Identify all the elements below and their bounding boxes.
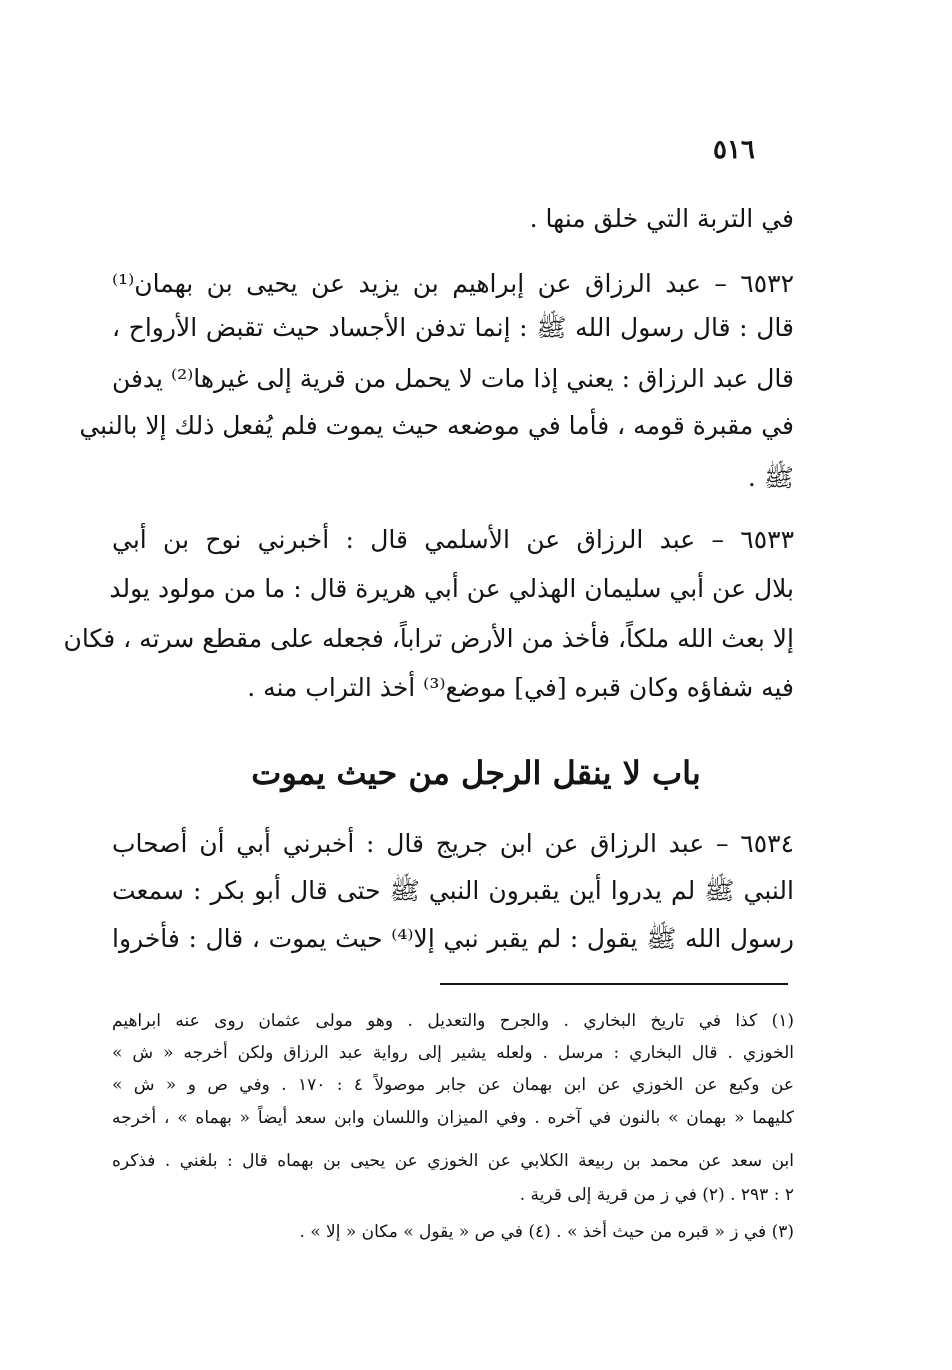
body-line: في التربة التي خلق منها . [529,204,794,233]
body-line: ٦٥٣٤ – عبد الرزاق عن ابن جريج قال : أخبرني أبي أن أصحاب [112,829,794,858]
body-line: رسول الله ﷺ يقول : لم يقبر نبي إلا⁽⁴⁾ حيث يموت ، قال : فأخروا [112,924,794,953]
body-line: ﷺ . [747,463,794,492]
footnote-line: ابن سعد عن محمد بن ربيعة الكلابي عن الخوزي عن يحيى بن بهماه قال : بلغني . فذكره [112,1151,794,1171]
body-line: قال عبد الرزاق : يعني إذا مات لا يحمل من قرية إلى غيرها⁽²⁾ يدفن [111,364,794,393]
body-line: إلا بعث الله ملكاً، فأخذ من الأرض تراباً، فجعله على مقطع سرته ، فكان [63,624,794,653]
body-line: ٦٥٣٢ – عبد الرزاق عن إبراهيم بن يزيد عن يحيى بن بهمان⁽¹⁾ [112,269,794,298]
body-line: فيه شفاؤه وكان قبره [في] موضع⁽³⁾ أخذ التراب منه . [247,673,794,702]
body-line: النبي ﷺ لم يدروا أين يقبرون النبي ﷺ حتى قال أبو بكر : سمعت [112,876,794,905]
footnote-line: عن وكيع عن الخوزي عن ابن بهمان عن جابر موصولاً ٤ : ١٧٠ . وفي ص و « ش » [112,1075,794,1095]
body-line: بلال عن أبي سليمان الهذلي عن أبي هريرة قال : ما من مولود يولد [109,574,794,603]
body-line: في مقبرة قومه ، فأما في موضعه حيث يموت فلم يُفعل ذلك إلا بالنبي [79,411,794,440]
footnote-divider [440,983,788,985]
footnote-line: كليهما « بهمان » بالنون في آخره . وفي الميزان واللسان وابن سعد أيضاً « بهماه » ، أخرجه [112,1108,794,1128]
footnote-line: (١) كذا في تاريخ البخاري . والجرح والتعديل . وهو مولى عثمان روى عنه ابراهيم [112,1011,794,1031]
chapter-heading: باب لا ينقل الرجل من حيث يموت [251,754,701,792]
footnote-line: (٣) في ز « قبره من حيث أخذ » . (٤) في ص « يقول » مكان « إلا » . [299,1222,794,1242]
footnote-line: ٢ : ٢٩٣ . (٢) في ز من قرية إلى قرية . [519,1185,794,1205]
body-line: قال : قال رسول الله ﷺ : إنما تدفن الأجساد حيث تقبض الأرواح ، [112,313,794,342]
body-line: ٦٥٣٣ – عبد الرزاق عن الأسلمي قال : أخبرني نوح بن أبي [112,525,794,554]
page-number: ٥١٦ [713,135,755,165]
footnote-line: الخوزي . قال البخاري : مرسل . ولعله يشير إلى رواية عبد الرزاق ولكن أخرجه « ش » [112,1043,794,1063]
